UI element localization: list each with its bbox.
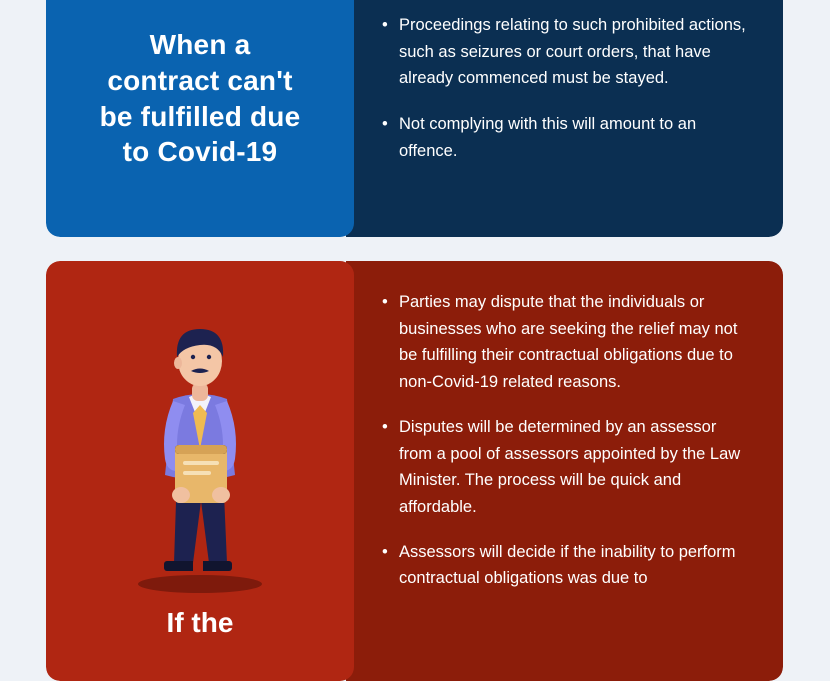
bullet-item: • Not complying with this will amount to an offence. [382, 111, 747, 164]
card-contract-covid-title [100, 27, 301, 170]
title-line: be fulfilled due [99, 100, 301, 132]
card-if-the-title [167, 605, 234, 641]
card-contract-covid-content-panel [346, 0, 783, 237]
title-line: to Covid-19 [122, 136, 278, 168]
card-contract-covid [46, 0, 783, 237]
card-if-the-title-panel [46, 261, 354, 681]
businessman-with-folder-illustration [105, 295, 295, 595]
card-if-the-content-panel [346, 261, 783, 681]
bullet-item: • Proceedings relating to such prohibited actions, such as seizures or court orders, that have already commenced must be stayed. [382, 12, 747, 92]
bullet-item: • Parties may dispute that the individuals or businesses who are seeking the relief may not be fulfilling their contractual obligations due to non-Covid-19 related reasons. [382, 289, 753, 396]
title-line: When a [149, 28, 251, 60]
title-line: contract can't [107, 64, 293, 96]
bullet-item: • Assessors will decide if the inability to perform contractual obligations was due to [382, 539, 753, 592]
card-if-the-bullet-list [382, 289, 753, 592]
title-line: If the [166, 607, 234, 638]
bullet-item: • Disputes will be determined by an assessor from a pool of assessors appointed by the Law Minister. The process will be quick and affordable. [382, 414, 753, 521]
card-contract-covid-title-panel [46, 0, 354, 237]
card-if-the [46, 261, 783, 681]
card-contract-covid-bullet-list [382, 12, 747, 165]
